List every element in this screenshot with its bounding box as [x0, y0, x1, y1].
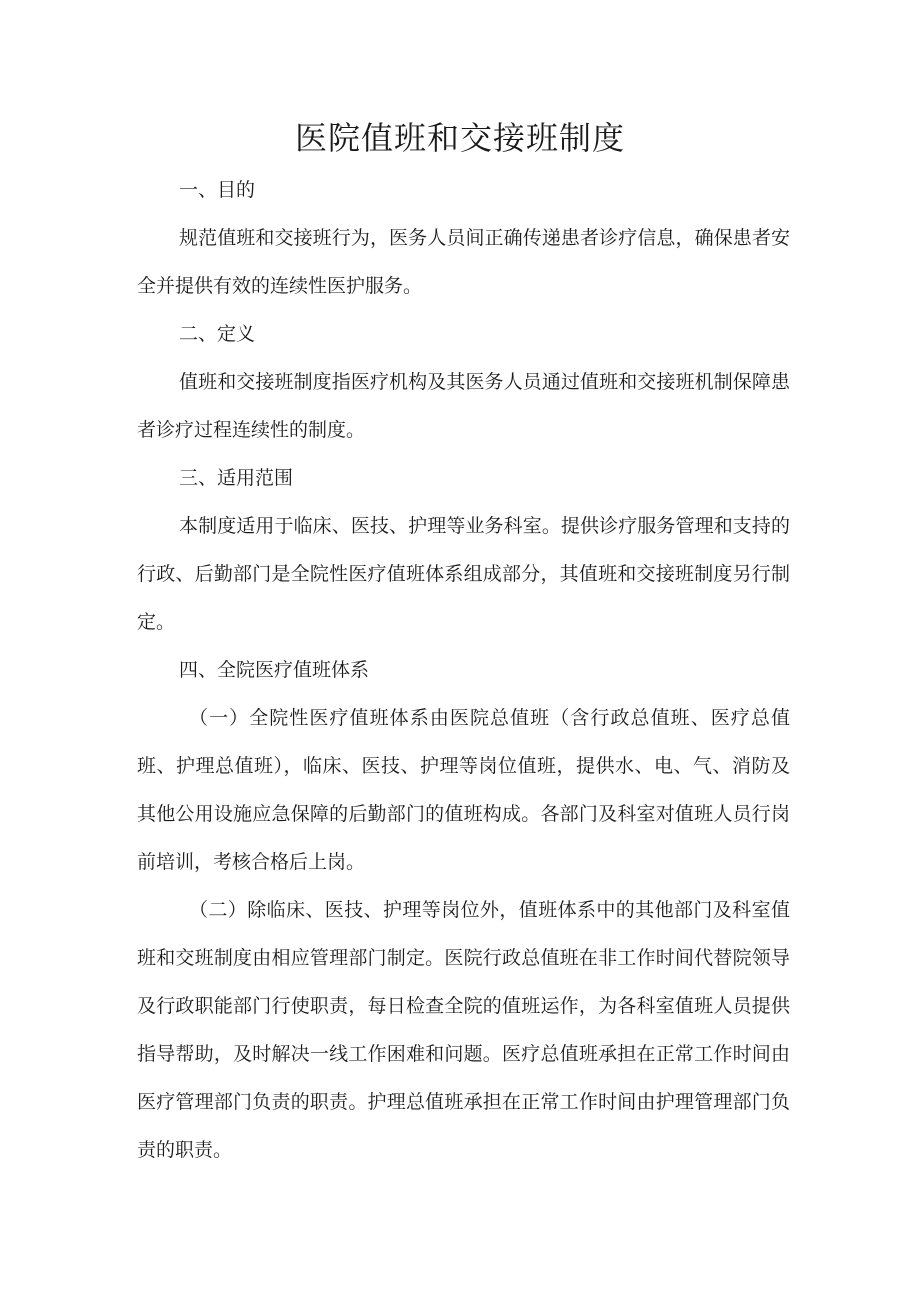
paragraph-duty-system-2: （二）除临床、医技、护理等岗位外，值班体系中的其他部门及科室值班和交班制度由相应管理部门制定。医院行政总值班在非工作时间代替院领导及行政职能部门行使职责，每日检查全院的值班运作，为各科室值班人员提供指导帮助，及时解决一线工作困难和问题。医疗总值班承担在正常工作时间由医疗管理部门负责的职责。护理总值班承担在正常工作时间由护理管理部门负责的职责。 — [137, 899, 790, 1161]
paragraph-duty-system-1: （一）全院性医疗值班体系由医院总值班（含行政总值班、医疗总值班、护理总值班），临床、医技、护理等岗位值班，提供水、电、气、消防及其他公用设施应急保障的后勤部门的值班构成。各部门及科室对值班人员行岗前培训，考核合格后上岗。 — [137, 707, 790, 873]
document-title: 医院值班和交接班制度 — [294, 119, 625, 157]
paragraph-definition: 值班和交接班制度指医疗机构及其医务人员通过值班和交接班机制保障患者诊疗过程连续性的制度。 — [137, 371, 790, 441]
section-heading-duty-system: 四、全院医疗值班体系 — [179, 659, 370, 681]
section-heading-definition: 二、定义 — [179, 323, 256, 345]
document-body — [137, 166, 790, 1174]
section-heading-scope: 三、适用范围 — [179, 467, 294, 489]
paragraph-purpose: 规范值班和交接班行为，医务人员间正确传递患者诊疗信息，确保患者安全并提供有效的连续性医护服务。 — [137, 227, 790, 297]
paragraph-scope: 本制度适用于临床、医技、护理等业务科室。提供诊疗服务管理和支持的行政、后勤部门是全院性医疗值班体系组成部分，其值班和交接班制度另行制定。 — [137, 515, 790, 633]
section-heading-purpose: 一、目的 — [179, 179, 256, 201]
